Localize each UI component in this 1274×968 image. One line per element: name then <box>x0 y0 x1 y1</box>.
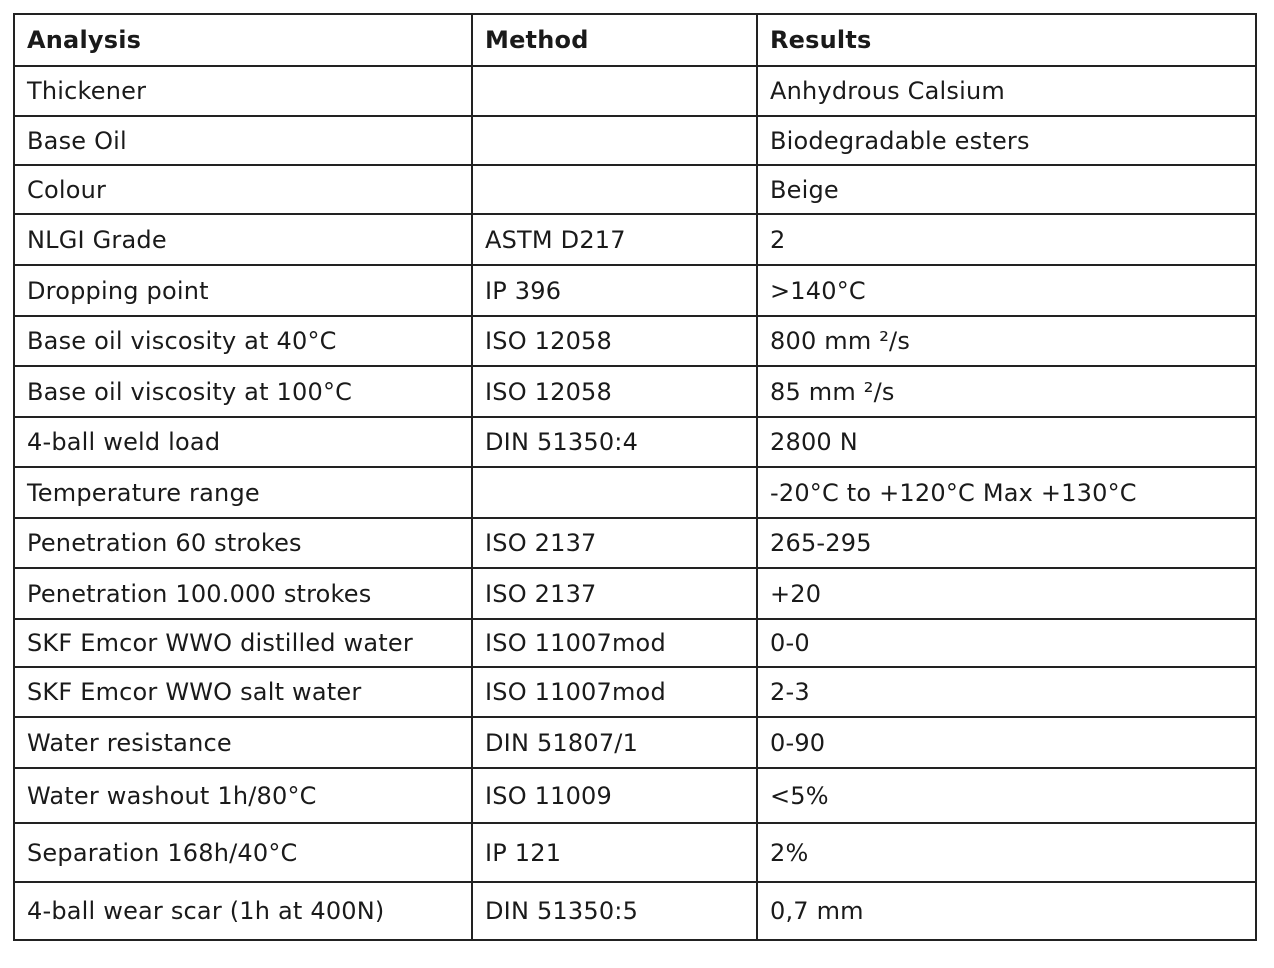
specification-table <box>13 13 1257 941</box>
result-cell: 0-90 <box>757 717 1256 768</box>
header-method: Method <box>472 14 757 66</box>
header-row <box>14 14 1256 66</box>
header-analysis: Analysis <box>14 14 472 66</box>
result-cell: Beige <box>757 165 1256 214</box>
analysis-cell: Base oil viscosity at 40°C <box>14 316 472 366</box>
table-row <box>14 882 1256 940</box>
result-cell: 0,7 mm <box>757 882 1256 940</box>
analysis-cell: NLGI Grade <box>14 214 472 265</box>
method-cell: IP 121 <box>472 823 757 882</box>
analysis-cell: SKF Emcor WWO distilled water <box>14 619 472 667</box>
analysis-cell: Temperature range <box>14 467 472 518</box>
table-row <box>14 165 1256 214</box>
table-row <box>14 316 1256 366</box>
analysis-cell: 4-ball wear scar (1h at 400N) <box>14 882 472 940</box>
table-row <box>14 568 1256 619</box>
method-cell: DIN 51350:4 <box>472 417 757 467</box>
result-cell: 0-0 <box>757 619 1256 667</box>
method-cell: IP 396 <box>472 265 757 316</box>
analysis-cell: 4-ball weld load <box>14 417 472 467</box>
method-cell <box>472 116 757 165</box>
table-row <box>14 265 1256 316</box>
table-row <box>14 417 1256 467</box>
result-cell: 2800 N <box>757 417 1256 467</box>
method-cell: ISO 12058 <box>472 366 757 417</box>
analysis-cell: Dropping point <box>14 265 472 316</box>
analysis-cell: Base oil viscosity at 100°C <box>14 366 472 417</box>
method-cell: DIN 51807/1 <box>472 717 757 768</box>
table-row <box>14 823 1256 882</box>
result-cell: 2 <box>757 214 1256 265</box>
method-cell: ISO 11007mod <box>472 667 757 717</box>
analysis-cell: Water resistance <box>14 717 472 768</box>
analysis-cell: Penetration 60 strokes <box>14 518 472 568</box>
table-row <box>14 467 1256 518</box>
analysis-cell: Separation 168h/40°C <box>14 823 472 882</box>
analysis-cell: Water washout 1h/80°C <box>14 768 472 823</box>
table-row <box>14 717 1256 768</box>
table-row <box>14 518 1256 568</box>
analysis-cell: Thickener <box>14 66 472 116</box>
method-cell: ISO 2137 <box>472 568 757 619</box>
result-cell: +20 <box>757 568 1256 619</box>
analysis-cell: SKF Emcor WWO salt water <box>14 667 472 717</box>
table-row <box>14 214 1256 265</box>
method-cell <box>472 165 757 214</box>
table-body <box>14 66 1256 940</box>
table-row <box>14 66 1256 116</box>
table-header <box>14 14 1256 66</box>
method-cell: ISO 12058 <box>472 316 757 366</box>
analysis-cell: Base Oil <box>14 116 472 165</box>
table-row <box>14 768 1256 823</box>
result-cell: Biodegradable esters <box>757 116 1256 165</box>
result-cell: 85 mm ²/s <box>757 366 1256 417</box>
table-row <box>14 619 1256 667</box>
method-cell: DIN 51350:5 <box>472 882 757 940</box>
method-cell: ISO 11007mod <box>472 619 757 667</box>
result-cell: 265-295 <box>757 518 1256 568</box>
result-cell: >140°C <box>757 265 1256 316</box>
result-cell: 2% <box>757 823 1256 882</box>
table-row <box>14 116 1256 165</box>
analysis-cell: Colour <box>14 165 472 214</box>
table-row <box>14 366 1256 417</box>
method-cell <box>472 467 757 518</box>
result-cell: <5% <box>757 768 1256 823</box>
method-cell <box>472 66 757 116</box>
method-cell: ASTM D217 <box>472 214 757 265</box>
table-row <box>14 667 1256 717</box>
analysis-cell: Penetration 100.000 strokes <box>14 568 472 619</box>
header-results: Results <box>757 14 1256 66</box>
result-cell: -20°C to +120°C Max +130°C <box>757 467 1256 518</box>
method-cell: ISO 11009 <box>472 768 757 823</box>
result-cell: 800 mm ²/s <box>757 316 1256 366</box>
method-cell: ISO 2137 <box>472 518 757 568</box>
result-cell: 2-3 <box>757 667 1256 717</box>
result-cell: Anhydrous Calsium <box>757 66 1256 116</box>
